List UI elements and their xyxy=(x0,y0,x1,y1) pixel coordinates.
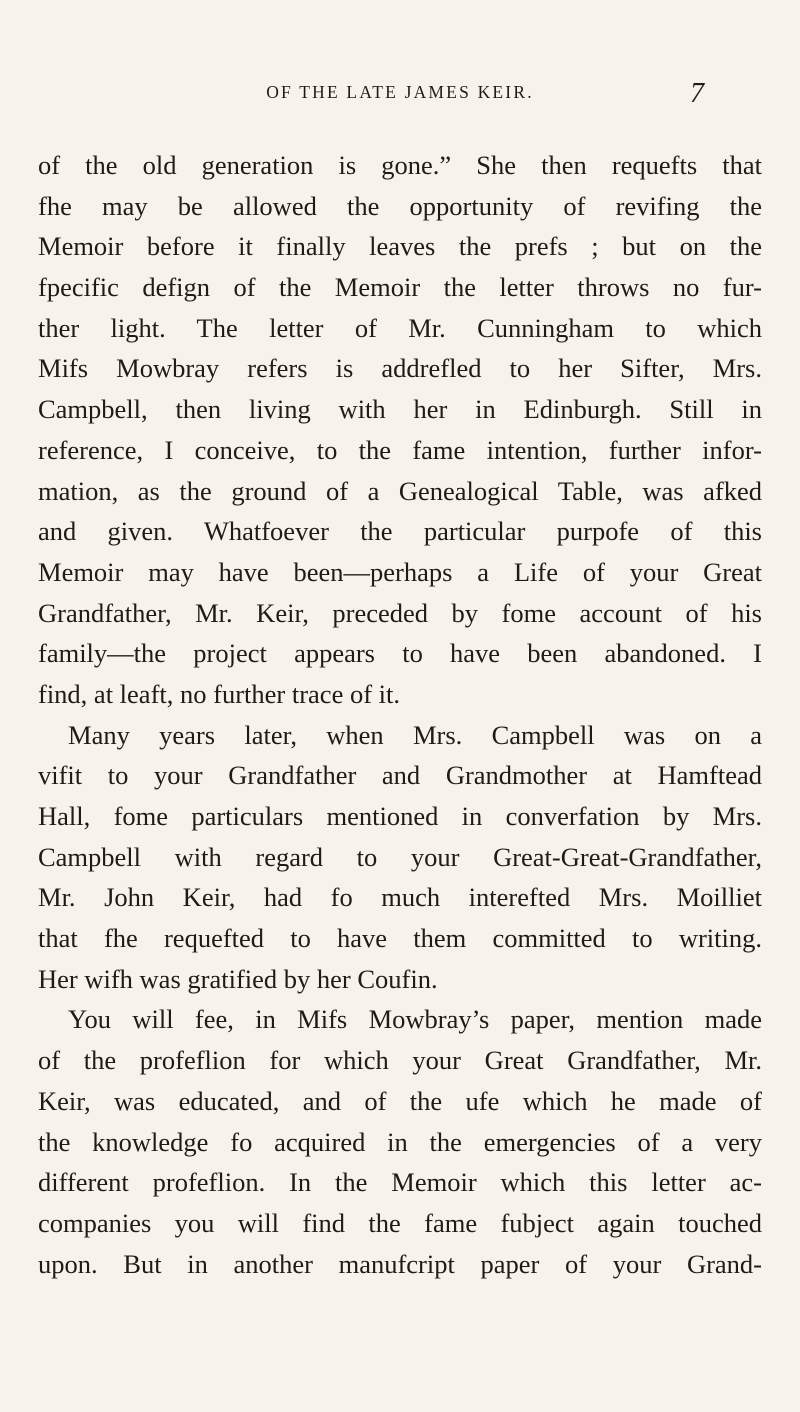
text-line: Campbell, then living with her in Edinburgh. Still in xyxy=(38,394,762,425)
text-line: Grandfather, Mr. Keir, preceded by fome account of his xyxy=(38,597,762,628)
text-line: Her wifh was gratified by her Coufin. xyxy=(38,963,438,994)
running-head xyxy=(38,78,762,118)
text-line: Memoir may have been—perhaps a Life of your Great xyxy=(38,556,762,587)
text-line: different profeflion. In the Memoir which this letter ac- xyxy=(38,1167,762,1198)
text-line: family—the project appears to have been abandoned. I xyxy=(38,638,762,669)
text-line: that fhe requefted to have them committed to writing. xyxy=(38,923,762,954)
text-line: Campbell with regard to your Great-Great-Grandfather, xyxy=(38,841,762,872)
text-line: fpecific defign of the Memoir the letter throws no fur- xyxy=(38,272,762,303)
text-line: Hall, fome particulars mentioned in converfation by Mrs. xyxy=(38,801,762,831)
text-line: reference, I conceive, to the fame intention, further infor- xyxy=(38,434,762,465)
text-line: find, at leaft, no further trace of it. xyxy=(38,678,401,709)
text-line: vifit to your Grandfather and Grandmother at Hamftead xyxy=(38,760,762,791)
page-number: 7 xyxy=(690,78,704,109)
text-line: upon. But in another manufcript paper of your Grand- xyxy=(38,1248,762,1279)
text-line: of the profeflion for which your Great Grandfather, Mr. xyxy=(38,1045,762,1076)
body-text xyxy=(38,145,762,1284)
text-line: fhe may be allowed the opportunity of revifing the xyxy=(38,190,762,221)
running-title: OF THE LATE JAMES KEIR. xyxy=(266,82,534,102)
text-line: ther light. The letter of Mr. Cunningham to which xyxy=(38,312,762,343)
text-line: of the old generation is gone.” She then requefts that xyxy=(38,150,762,180)
text-line: Mifs Mowbray refers is addrefled to her Sifter, Mrs. xyxy=(38,353,762,384)
text-line: Many years later, when Mrs. Campbell was on a xyxy=(68,719,762,750)
text-line: Memoir before it finally leaves the prefs ; but on the xyxy=(38,231,762,262)
text-line: mation, as the ground of a Genealogical Table, was afked xyxy=(38,475,762,506)
text-line: the knowledge fo acquired in the emergencies of a very xyxy=(38,1126,762,1157)
text-line: and given. Whatfoever the particular purpofe of this xyxy=(38,516,762,547)
text-line: Keir, was educated, and of the ufe which he made of xyxy=(38,1085,762,1116)
text-line: You will fee, in Mifs Mowbray’s paper, mention made xyxy=(68,1004,762,1035)
text-line: companies you will find the fame fubject again touched xyxy=(38,1207,762,1238)
text-line: Mr. John Keir, had fo much interefted Mrs. Moilliet xyxy=(38,882,762,913)
